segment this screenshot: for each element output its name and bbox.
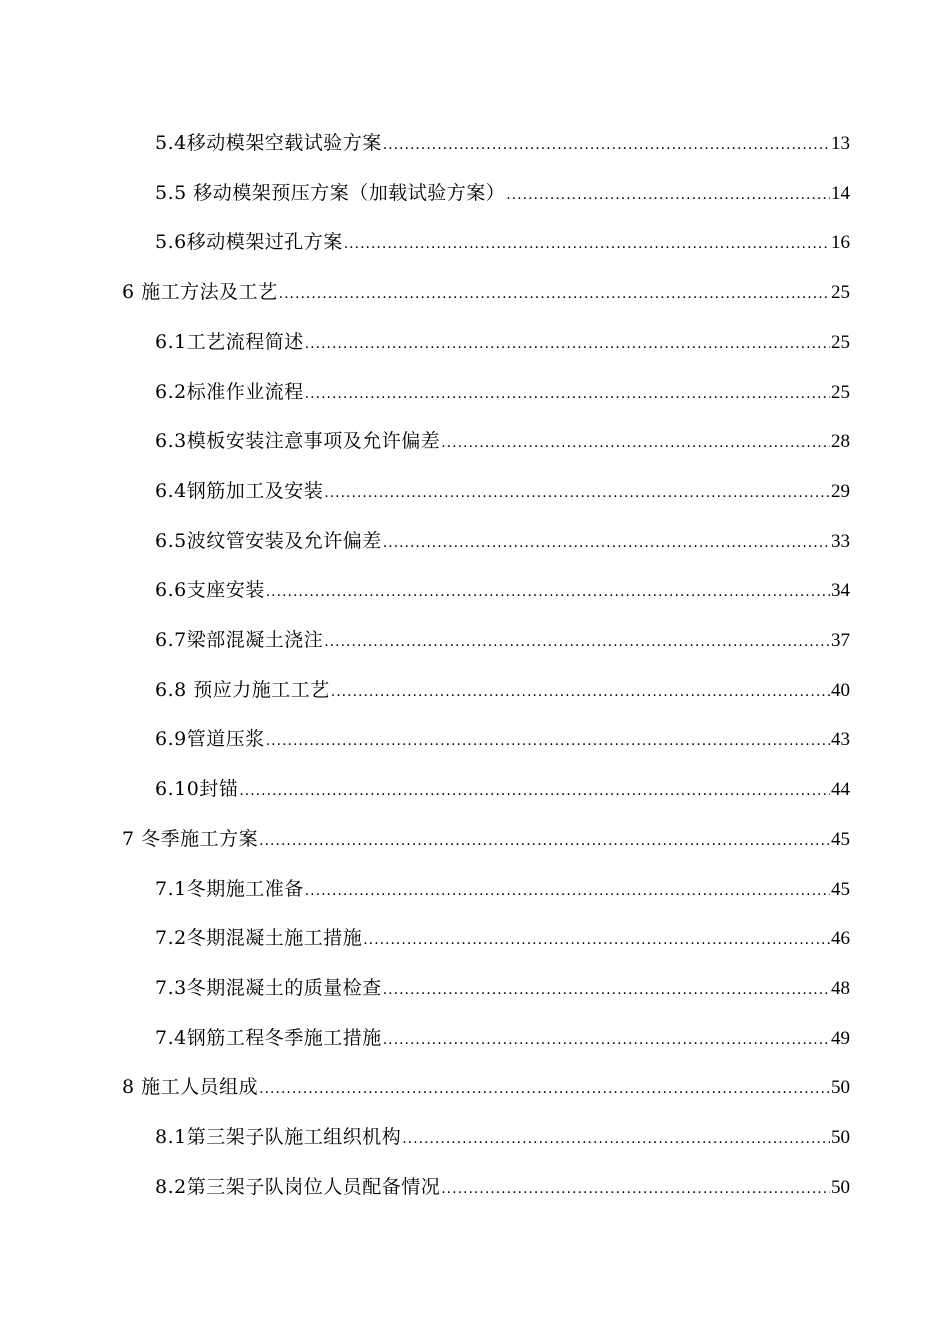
- toc-leader-dots: [441, 1171, 830, 1207]
- toc-entry-page-number: 49: [831, 1027, 850, 1049]
- toc-entry-title: 7.3冬期混凝土的质量检查: [155, 976, 382, 999]
- toc-entry[interactable]: [155, 970, 850, 1006]
- toc-entry-page-number: 25: [831, 331, 850, 353]
- toc-entry[interactable]: [155, 473, 850, 509]
- toc-leader-dots: [324, 475, 830, 511]
- toc-entry-title: 8.1第三架子队施工组织机构: [155, 1126, 402, 1148]
- toc-entry-page-number: 50: [831, 1176, 850, 1198]
- toc-entry[interactable]: [155, 1119, 850, 1155]
- toc-leader-dots: [266, 723, 830, 759]
- toc-entry-page-number: 34: [831, 580, 850, 602]
- toc-entry-page-number: 13: [831, 133, 850, 154]
- toc-entry[interactable]: [155, 324, 850, 360]
- toc-entry[interactable]: [155, 125, 850, 161]
- toc-entry-title: 7 冬季施工方案: [122, 827, 259, 850]
- toc-entry-title: 8.2第三架子队岗位人员配备情况: [155, 1175, 441, 1198]
- toc-entry-page-number: 40: [831, 679, 850, 701]
- toc-leader-dots: [259, 1071, 830, 1107]
- toc-entry-title: 6.9管道压浆: [155, 728, 265, 751]
- toc-leader-dots: [266, 574, 830, 610]
- toc-leader-dots: [324, 624, 830, 660]
- toc-entry[interactable]: [155, 175, 850, 211]
- toc-entry-title: 5.5 移动模架预压方案（加载试验方案）: [155, 181, 506, 204]
- toc-entry-page-number: 45: [831, 828, 850, 850]
- toc-entry[interactable]: [155, 523, 850, 559]
- toc-entry[interactable]: [155, 721, 850, 757]
- toc-entry-page-number: 25: [831, 381, 850, 403]
- toc-entry-title: 7.1冬期施工准备: [155, 877, 304, 900]
- toc-entry-page-number: 14: [831, 182, 850, 204]
- toc-entry-page-number: 25: [831, 282, 850, 304]
- toc-entry-page-number: 33: [831, 530, 850, 552]
- toc-entry-title: 6.4钢筋加工及安装: [155, 479, 324, 502]
- toc-entry[interactable]: [122, 821, 850, 857]
- toc-entry-title: 6.2标准作业流程: [155, 380, 304, 403]
- toc-entry-page-number: 29: [831, 480, 850, 502]
- toc-entry-title: 5.6移动模架过孔方案: [155, 231, 343, 254]
- toc-entry-page-number: 46: [831, 928, 850, 950]
- toc-entry-title: 6.8 预应力施工工艺: [155, 678, 330, 701]
- toc-leader-dots: [305, 376, 830, 412]
- toc-leader-dots: [344, 226, 830, 262]
- toc-leader-dots: [441, 425, 830, 461]
- toc-entry-page-number: 16: [831, 232, 850, 254]
- toc-entry[interactable]: [155, 572, 850, 608]
- toc-leader-dots: [506, 177, 830, 213]
- toc-entry-page-number: 50: [831, 1127, 850, 1148]
- toc-leader-dots: [305, 873, 830, 909]
- toc-entry-title: 6.7梁部混凝土浇注: [155, 629, 324, 651]
- toc-leader-dots: [363, 922, 830, 958]
- toc-leader-dots: [239, 773, 830, 809]
- toc-leader-dots: [383, 972, 830, 1008]
- toc-leader-dots: [402, 1121, 830, 1157]
- toc-entry[interactable]: [122, 274, 850, 310]
- toc-entry[interactable]: [155, 771, 850, 807]
- toc-entry[interactable]: [155, 871, 850, 907]
- toc-entry[interactable]: [155, 423, 850, 459]
- toc-entry[interactable]: [155, 672, 850, 708]
- toc-entry-title: 6.5波纹管安装及允许偏差: [155, 529, 382, 552]
- toc-entry-page-number: 48: [831, 977, 850, 999]
- toc-entry-page-number: 28: [831, 431, 850, 453]
- toc-leader-dots: [383, 525, 830, 561]
- toc-entry[interactable]: [122, 1069, 850, 1105]
- toc-entry-title: 7.2冬期混凝土施工措施: [155, 927, 363, 950]
- toc-leader-dots: [259, 823, 830, 859]
- toc-entry-title: 5.4移动模架空载试验方案: [155, 132, 382, 154]
- toc-entry-title: 6.1工艺流程简述: [155, 330, 304, 353]
- toc-entry-page-number: 44: [831, 779, 850, 801]
- toc-entry[interactable]: [155, 622, 850, 658]
- toc-entry-page-number: 50: [831, 1077, 850, 1099]
- toc-leader-dots: [331, 674, 830, 710]
- toc-entry-title: 6 施工方法及工艺: [122, 281, 278, 304]
- toc-entry[interactable]: [155, 1169, 850, 1205]
- toc-entry-title: 6.6支座安装: [155, 579, 265, 602]
- toc-entry-title: 6.10封锚: [155, 778, 239, 801]
- toc-entry-title: 6.3模板安装注意事项及允许偏差: [155, 430, 441, 453]
- toc-entry-page-number: 43: [831, 729, 850, 751]
- toc-leader-dots: [383, 1022, 830, 1058]
- toc-entry-page-number: 45: [831, 878, 850, 900]
- toc-entry-title: 8 施工人员组成: [122, 1076, 259, 1099]
- toc-entry[interactable]: [155, 1020, 850, 1056]
- toc-leader-dots: [383, 127, 830, 163]
- toc-leader-dots: [279, 276, 830, 312]
- toc-entry-title: 7.4钢筋工程冬季施工措施: [155, 1026, 382, 1049]
- toc-entry[interactable]: [155, 374, 850, 410]
- toc-entry-page-number: 37: [831, 630, 850, 651]
- toc-entry[interactable]: [155, 920, 850, 956]
- toc-leader-dots: [305, 326, 830, 362]
- toc-entry[interactable]: [155, 224, 850, 260]
